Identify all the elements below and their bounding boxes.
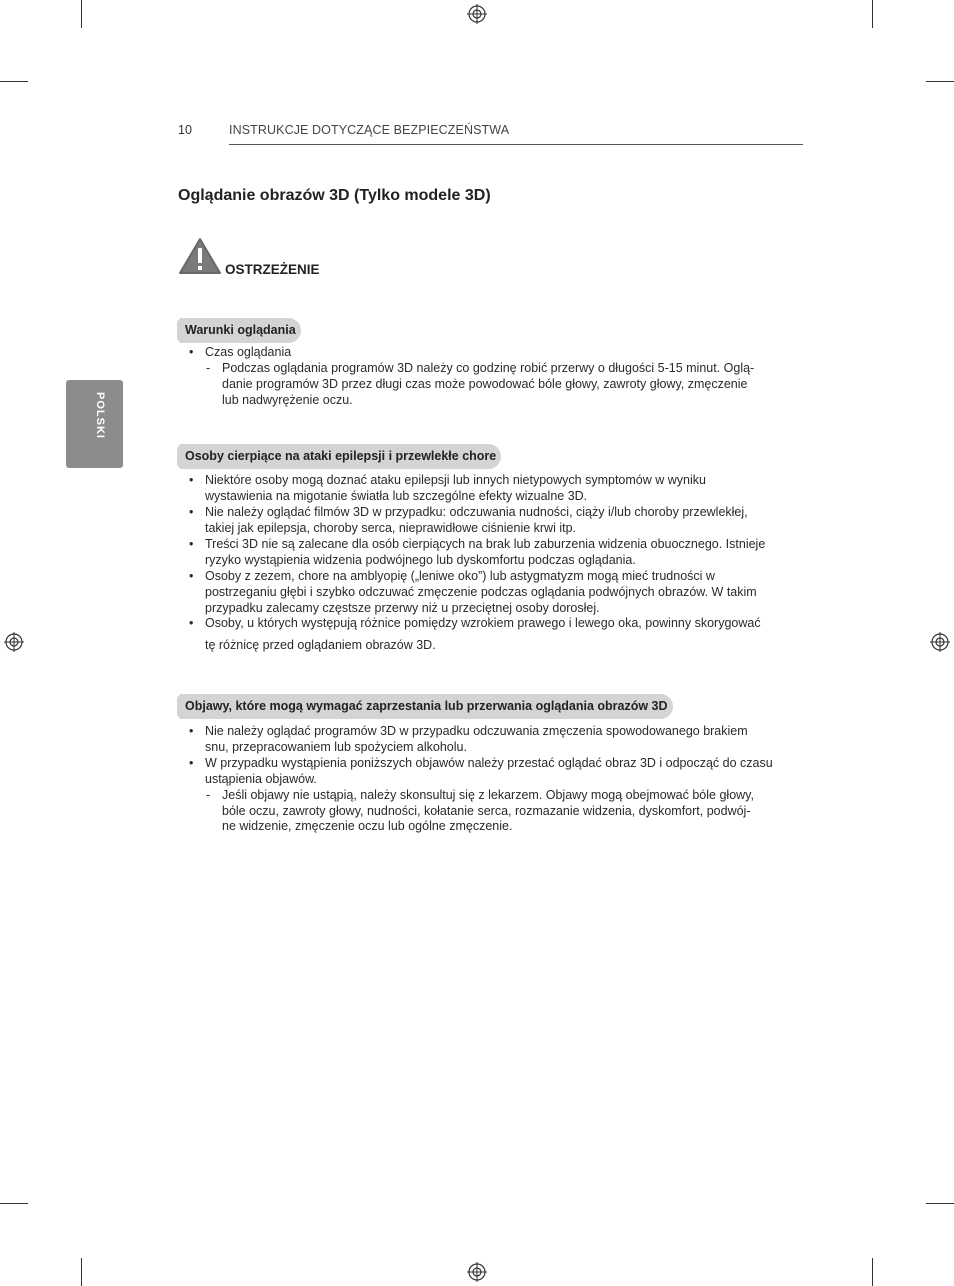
- language-side-tab: [66, 380, 123, 468]
- bullet-symbol: •: [189, 724, 194, 738]
- subheading-viewing-conditions: Warunki oglądania: [180, 318, 301, 343]
- list-item: Czas oglądania: [205, 345, 292, 359]
- crop-mark: [872, 0, 873, 28]
- language-label: POLSKI: [94, 392, 106, 439]
- warning-block: [178, 237, 478, 275]
- page-number: 10: [178, 123, 192, 137]
- bullet-symbol: •: [189, 569, 194, 583]
- bullet-symbol: •: [189, 616, 194, 630]
- crop-mark: [926, 1203, 954, 1204]
- registration-mark-icon: [467, 4, 487, 24]
- registration-mark-icon: [467, 1262, 487, 1282]
- sub-item-line: ne widzenie, zmęczenie oczu lub ogólne zmęczenie.: [222, 819, 513, 833]
- sub-item-line: danie programów 3D przez długi czas może powodować bóle głowy, zawroty głowy, zmęczenie: [222, 377, 748, 391]
- list-item-line: postrzeganiu głębi i szybko odczuwać zmęczenie podczas oglądania podwójnych obrazów. W takim: [205, 585, 757, 599]
- list-item-line: Treści 3D nie są zalecane dla osób cierpiących na brak lub zaburzenia widzenia obuocznego. Istnieje: [205, 537, 766, 551]
- crop-mark: [0, 1203, 28, 1204]
- crop-mark: [926, 81, 954, 82]
- warning-triangle-icon: [178, 237, 222, 275]
- list-item-line: Nie należy oglądać programów 3D w przypadku odczuwania zmęczenia spowodowanego brakiem: [205, 724, 748, 738]
- bullet-symbol: •: [189, 756, 194, 770]
- bullet-symbol: •: [189, 537, 194, 551]
- list-item-line: wystawienia na migotanie światła lub szczególne efekty wizualne 3D.: [205, 489, 588, 503]
- bullet-symbol: •: [189, 345, 194, 359]
- page-header-title: INSTRUKCJE DOTYCZĄCE BEZPIECZEŃSTWA: [229, 123, 510, 137]
- crop-mark: [81, 0, 82, 28]
- list-item-line: Osoby, u których występują różnice pomiędzy wzrokiem prawego i lewego oka, powinny skorygować: [205, 616, 761, 630]
- list-item-line: Osoby z zezem, chore na amblyopię („leniwe oko”) lub astygmatyzm mogą mieć trudności w: [205, 569, 715, 583]
- list-item-line: Nie należy oglądać filmów 3D w przypadku: odczuwania nudności, ciąży i/lub choroby przewlekłej,: [205, 505, 748, 519]
- subheading-epilepsy: Osoby cierpiące na ataki epilepsji i przewlekłe chore: [180, 444, 501, 469]
- sub-item-line: lub nadwyrężenie oczu.: [222, 393, 353, 407]
- list-item-line: W przypadku wystąpienia poniższych objawów należy przestać oglądać obraz 3D i odpocząć do czasu: [205, 756, 773, 770]
- list-item-line: snu, przepracowaniem lub spożyciem alkoholu.: [205, 740, 467, 754]
- list-item-line: przypadku zalecamy częstsze przerwy niż u przeciętnej osoby dorosłej.: [205, 601, 600, 615]
- list-item-line: Niektóre osoby mogą doznać ataku epilepsji lub innych nietypowych symptomów w wyniku: [205, 473, 706, 487]
- list-item-line: tę różnicę przed oglądaniem obrazów 3D.: [205, 638, 436, 652]
- bullet-symbol: •: [189, 505, 194, 519]
- crop-mark: [81, 1258, 82, 1286]
- list-item-line: ryzyko wystąpienia widzenia podwójnego lub dyskomfortu podczas oglądania.: [205, 553, 636, 567]
- header-divider: [229, 144, 803, 145]
- registration-mark-icon: [4, 632, 24, 652]
- bullet-symbol: •: [189, 473, 194, 487]
- dash-symbol: -: [206, 361, 211, 375]
- crop-mark: [0, 81, 28, 82]
- dash-symbol: -: [206, 788, 211, 802]
- registration-mark-icon: [930, 632, 950, 652]
- subheading-symptoms: Objawy, które mogą wymagać zaprzestania lub przerwania oglądania obrazów 3D: [180, 694, 673, 719]
- warning-label: OSTRZEŻENIE: [225, 262, 320, 277]
- section-title: Oglądanie obrazów 3D (Tylko modele 3D): [178, 187, 491, 204]
- sub-item-line: Podczas oglądania programów 3D należy co godzinę robić przerwy o długości 5-15 minut. Oglą-: [222, 361, 755, 375]
- list-item-line: ustąpienia objawów.: [205, 772, 317, 786]
- crop-mark: [872, 1258, 873, 1286]
- sub-item-line: bóle oczu, zawroty głowy, nudności, kołatanie serca, rozmazanie widzenia, dyskomfort, podwój-: [222, 804, 751, 818]
- sub-item-line: Jeśli objawy nie ustąpią, należy skonsultuj się z lekarzem. Objawy mogą obejmować bóle głowy,: [222, 788, 754, 802]
- list-item-line: takiej jak epilepsja, choroby serca, nieprawidłowe ciśnienie krwi itp.: [205, 521, 577, 535]
